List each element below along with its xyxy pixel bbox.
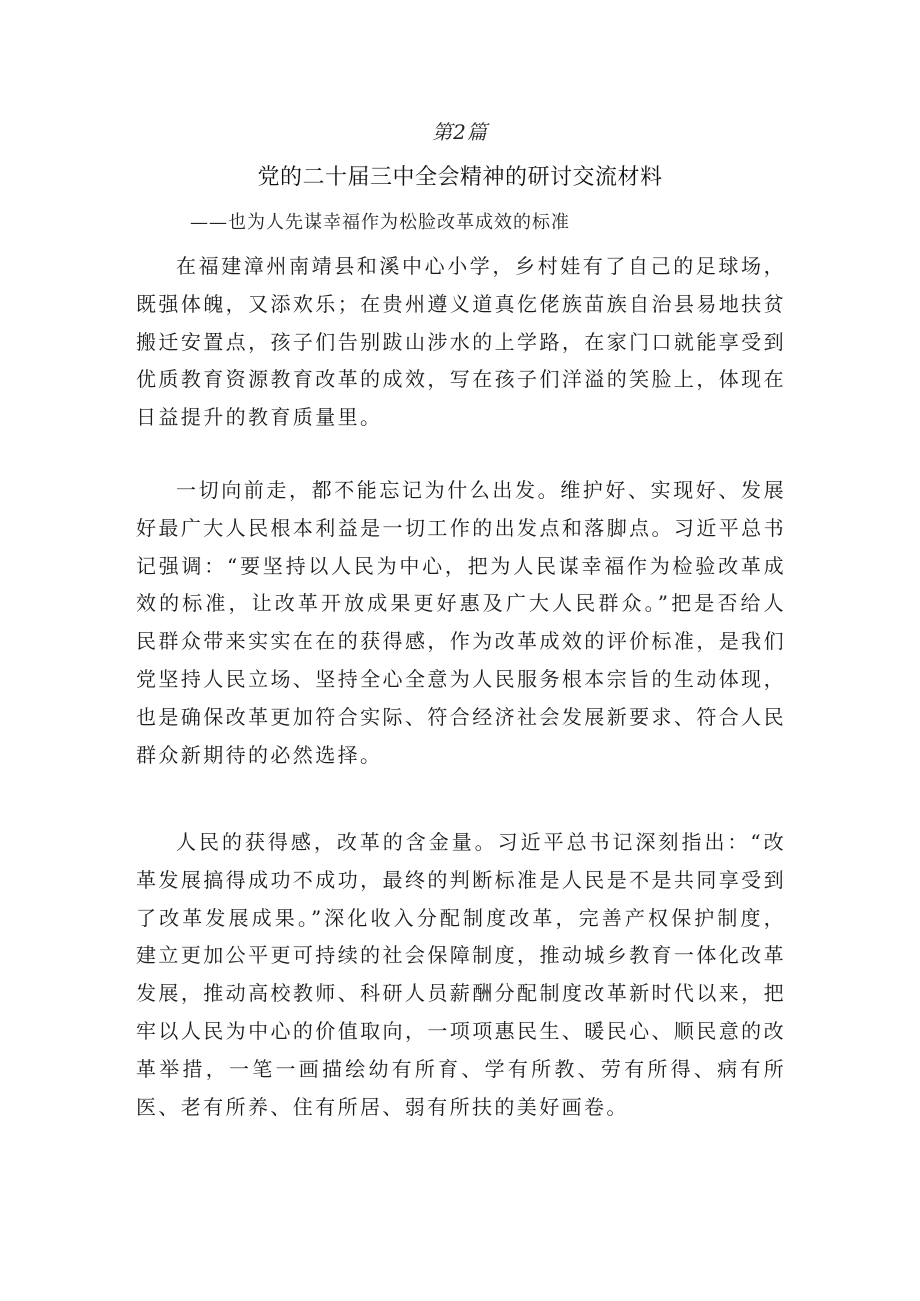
chapter-label: 第2篇 [432, 120, 488, 144]
paragraph-1: 在福建漳州南靖县和溪中心小学，乡村娃有了自己的足球场，既强体魄，又添欢乐；在贵州遵义道真仡佬族苗族自治县易地扶贫搬迁安置点，孩子们告别跋山涉水的上学路，在家门口就能享受到优质教育资源教育改革的成效，写在孩子们洋溢的笑脸上，体现在日益提升的教育质量里。 [136, 254, 786, 430]
document-subtitle: ——也为人先谋幸福作为松脸改革成效的标准 [190, 212, 570, 233]
document-title: 党的二十届三中全会精神的研讨交流材料 [257, 165, 663, 190]
paragraph-3: 人民的获得感，改革的含金量。习近平总书记深刻指出：“改革发展搞得成功不成功，最终的判断标准是人民是不是共同享受到了改革发展成果。”深化收入分配制度改革，完善产权保护制度，建立更加公平更可持续的社会保障制度，推动城乡教育一体化改革发展，推动高校教师、科研人员薪酬分配制度改革新时代以来，把牢以人民为中心的价值取向，一项项惠民生、暖民心、顺民意的改革举措，一笔一画描绘幼有所育、学有所教、劳有所得、病有所医、老有所养、住有所居、弱有所扶的美好画卷。 [136, 830, 786, 1119]
paragraph-2: 一切向前走，都不能忘记为什么出发。维护好、实现好、发展好最广大人民根本利益是一切工作的出发点和落脚点。习近平总书记强调：“要坚持以人民为中心，把为人民谋幸福作为检验改革成效的标准，让改革开放成果更好惠及广大人民群众。”把是否给人民群众带来实实在在的获得感，作为改革成效的评价标准，是我们党坚持人民立场、坚持全心全意为人民服务根本宗旨的生动体现，也是确保改革更加符合实际、符合经济社会发展新要求、符合人民群众新期待的必然选择。 [136, 478, 786, 767]
